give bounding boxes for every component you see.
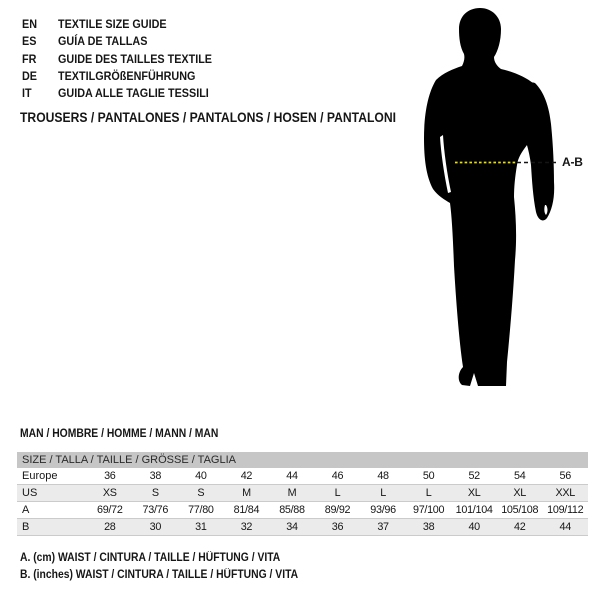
table-cell: L — [334, 487, 341, 499]
row-label: A — [22, 504, 30, 516]
table-cell: 36 — [331, 521, 344, 533]
table-cell: S — [151, 487, 159, 499]
table-cell: L — [380, 487, 386, 499]
language-label: GUIDE DES TAILLES TEXTILE — [58, 51, 213, 66]
table-cell: 44 — [559, 521, 571, 533]
size-table-header — [17, 452, 588, 468]
table-cell: 46 — [331, 470, 344, 482]
table-cell: M — [287, 487, 297, 499]
table-cell: XXL — [555, 487, 575, 499]
row-label: Europe — [22, 470, 58, 482]
table-cell: 52 — [468, 470, 480, 482]
row-label: US — [22, 487, 38, 499]
language-label: TEXTILE SIZE GUIDE — [58, 17, 167, 31]
table-cell: 38 — [422, 521, 435, 533]
table-cell: 101/104 — [455, 504, 493, 516]
footnote-b: B. (inches) WAIST / CINTURA / TAILLE / HÜFTUNG / VITA — [20, 569, 299, 581]
table-cell: 97/100 — [412, 504, 445, 516]
table-cell: M — [242, 487, 251, 499]
table-cell: 105/108 — [501, 504, 539, 516]
table-cell: 85/88 — [279, 504, 305, 516]
language-code: IT — [22, 86, 32, 101]
man-silhouette — [424, 8, 545, 386]
table-cell: 28 — [104, 521, 116, 533]
language-label: GUIDA ALLE TAGLIE TESSILI — [58, 86, 209, 101]
table-cell: XS — [102, 487, 117, 499]
table-row-b-inches — [17, 519, 588, 536]
language-code: DE — [22, 68, 38, 83]
section-heading-man: MAN / HOMBRE / HOMME / MANN / MAN — [20, 428, 219, 440]
language-label: TEXTILGRÖßENFÜHRUNG — [58, 68, 196, 83]
table-row-a-cm — [17, 502, 588, 519]
table-cell: 56 — [559, 470, 571, 482]
table-cell: 42 — [240, 470, 253, 482]
row-label: B — [22, 521, 30, 533]
table-cell: S — [197, 487, 205, 499]
footnote-a: A. (cm) WAIST / CINTURA / TAILLE / HÜFTUNG / VITA — [20, 552, 281, 564]
table-cell: 42 — [513, 521, 526, 533]
measure-label-ab: A-B — [562, 155, 583, 169]
table-cell: 40 — [195, 470, 207, 482]
table-cell: 73/76 — [142, 504, 169, 516]
table-cell: 54 — [513, 470, 526, 482]
table-cell: 34 — [286, 521, 298, 533]
table-cell: 77/80 — [188, 504, 214, 516]
table-row-europe — [17, 468, 588, 485]
table-cell: 32 — [240, 521, 253, 533]
table-cell: 48 — [377, 470, 389, 482]
table-cell: 50 — [422, 470, 435, 482]
table-cell: 69/72 — [97, 504, 123, 516]
table-cell: 30 — [149, 521, 162, 533]
table-cell: 89/92 — [324, 504, 351, 516]
table-cell: XL — [513, 487, 526, 499]
table-cell: L — [425, 487, 432, 499]
table-cell: 38 — [149, 470, 162, 482]
table-cell: 37 — [377, 521, 389, 533]
table-cell: 40 — [468, 521, 480, 533]
table-cell: 44 — [286, 470, 298, 482]
table-cell: 109/112 — [547, 504, 584, 516]
table-cell: 93/96 — [370, 504, 396, 516]
language-code: ES — [22, 34, 37, 49]
product-heading: TROUSERS / PANTALONES / PANTALONS / HOSEN / PANTALONI — [20, 110, 396, 125]
size-table-header-label: SIZE / TALLA / TAILLE / GRÖSSE / TAGLIA — [22, 454, 236, 466]
language-label: GUÍA DE TALLAS — [58, 34, 148, 49]
table-cell: 36 — [104, 470, 116, 482]
table-cell: XL — [467, 487, 481, 499]
language-code: FR — [22, 51, 37, 66]
table-row-us — [17, 485, 588, 502]
table-cell: 31 — [195, 521, 207, 533]
table-cell: 81/84 — [233, 504, 260, 516]
size-table — [17, 452, 588, 536]
language-code: EN — [22, 17, 38, 31]
